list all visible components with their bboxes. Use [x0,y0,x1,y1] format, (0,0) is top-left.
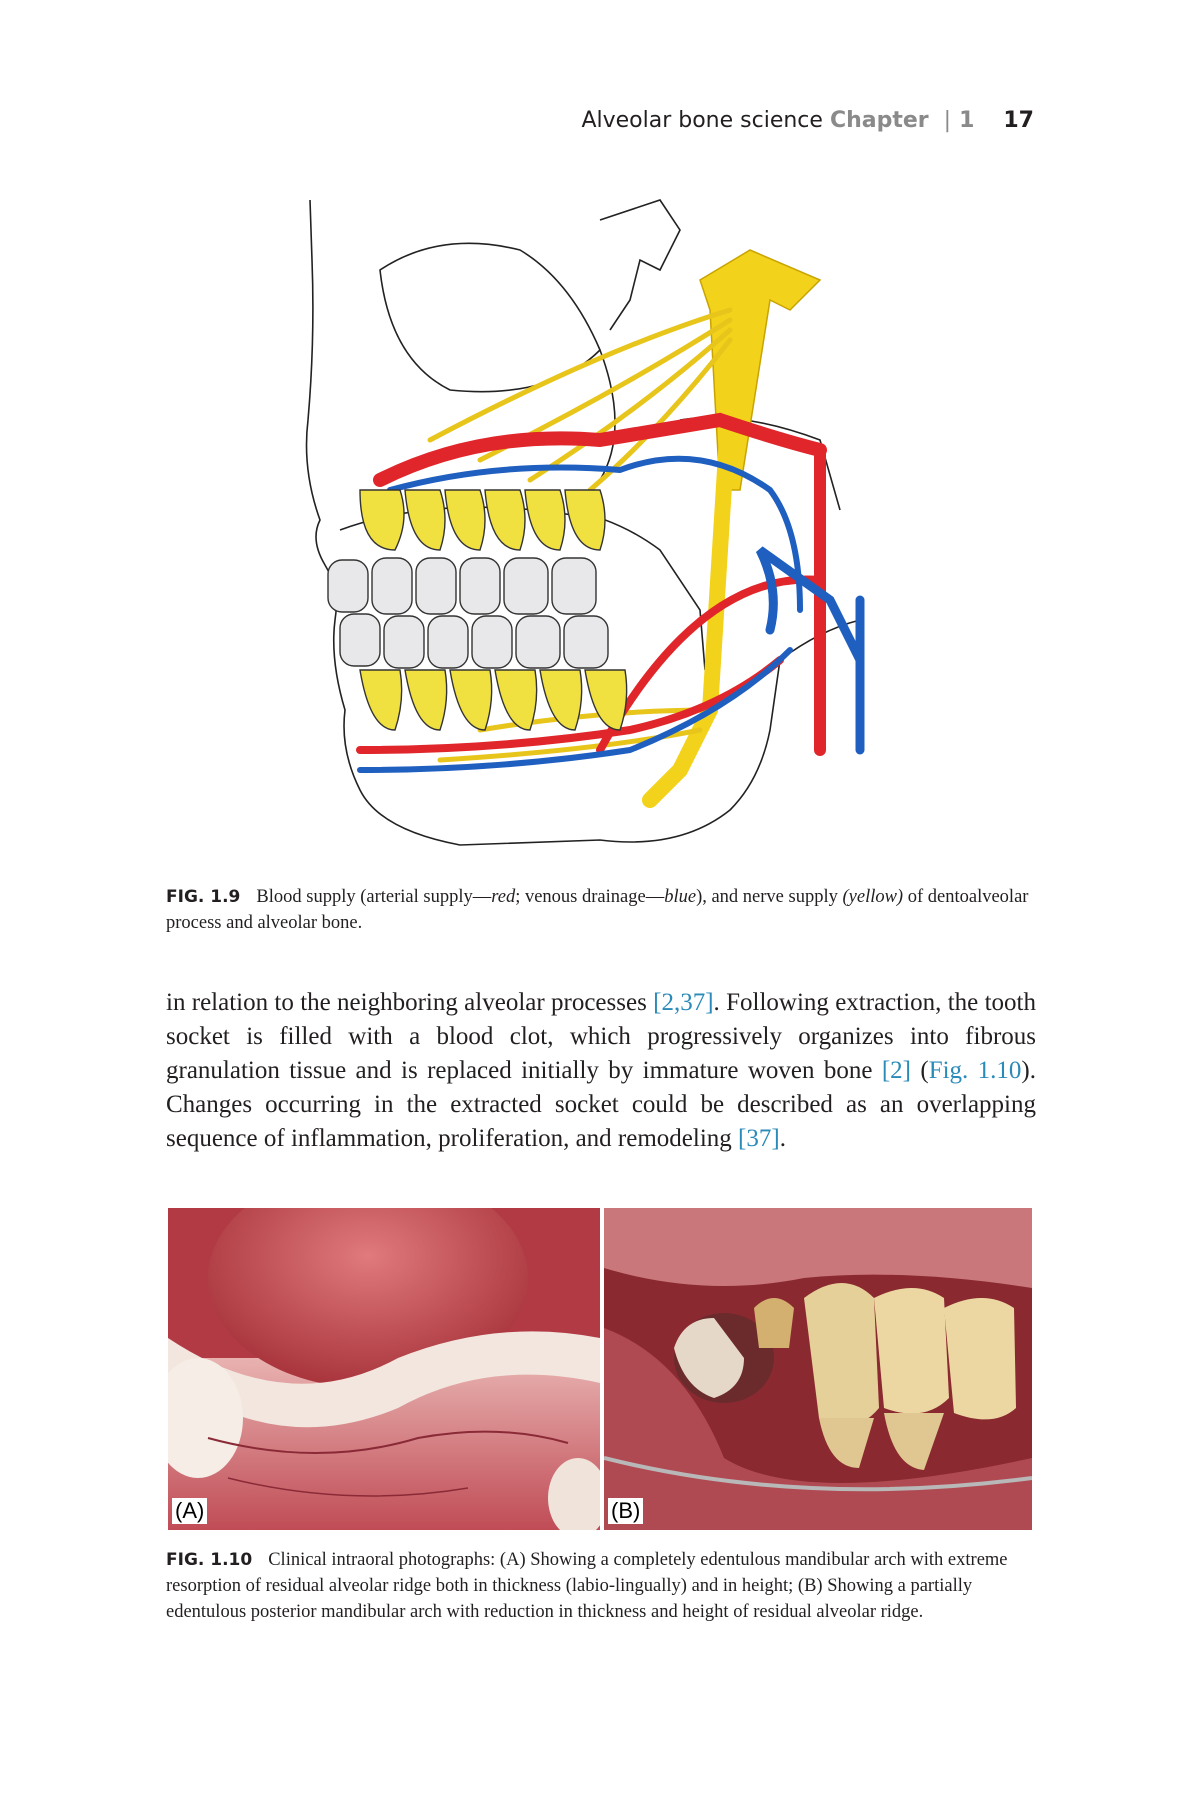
figure-1-10-caption [166,1547,1036,1625]
caption-text: ), and nerve supply [696,887,843,907]
lower-teeth [340,614,627,730]
figure-1-10-panel-a [168,1208,600,1530]
paragraph-text: . Following extraction, the tooth socket is filled with a blood clot, which progressively organizes into fibrous granulation tissue and is replaced initially by immature woven bone [166,989,1036,1084]
paragraph-text: in relation to the neighboring alveolar processes [166,989,654,1016]
caption-text: ; venous drainage— [515,887,665,907]
paragraph-text: ( [910,1057,929,1084]
caption-text: of dentoalveolar process and alveolar bone. [166,887,1029,933]
figure-1-9-illustration [300,190,920,870]
caption-italic-yellow: (yellow) [842,887,904,907]
panel-a-label: (A) [172,1498,207,1524]
caption-italic-red: red [491,887,516,907]
citation-link[interactable]: [37] [738,1125,780,1152]
figure-1-9-label: FIG. 1.9 [166,887,241,907]
upper-teeth [328,490,605,614]
citation-link[interactable]: [2,37] [653,989,714,1016]
running-head-separator: | [943,108,952,133]
page-number: 17 [1003,108,1034,133]
paragraph-text: ). Changes occurring in the extracted socket could be described as an overlapping sequence of inflammation, proliferation, and remodeling [166,1057,1036,1152]
running-head-chapter-number: 1 [959,108,975,133]
caption-italic-blue: blue [664,887,697,907]
figure-link[interactable]: Fig. 1.10 [928,1057,1022,1084]
figure-1-10-panel-b [604,1208,1032,1530]
paragraph-text: . [779,1125,786,1152]
panel-a-photo [168,1208,600,1530]
caption-text: Blood supply (arterial supply— [256,887,492,907]
running-head [581,108,1034,133]
figure-1-10-label: FIG. 1.10 [166,1550,253,1570]
panel-b-label: (B) [608,1498,643,1524]
running-head-chapter-word: Chapter [829,108,929,133]
panel-b-photo [604,1208,1032,1530]
body-paragraph [166,986,1036,1156]
running-head-title: Alveolar bone science [581,108,823,133]
figure-1-9-caption [166,884,1036,936]
citation-link[interactable]: [2] [881,1057,911,1084]
caption-text: Clinical intraoral photographs: (A) Showing a completely edentulous mandibular arch with extreme resorption of residual alveolar ridge both in thickness (labio-lingually) and in height; (B) Showing a partially edentulous posterior mandibular arch with reduction in thickness and height of residual alveolar ridge. [166,1550,1008,1622]
